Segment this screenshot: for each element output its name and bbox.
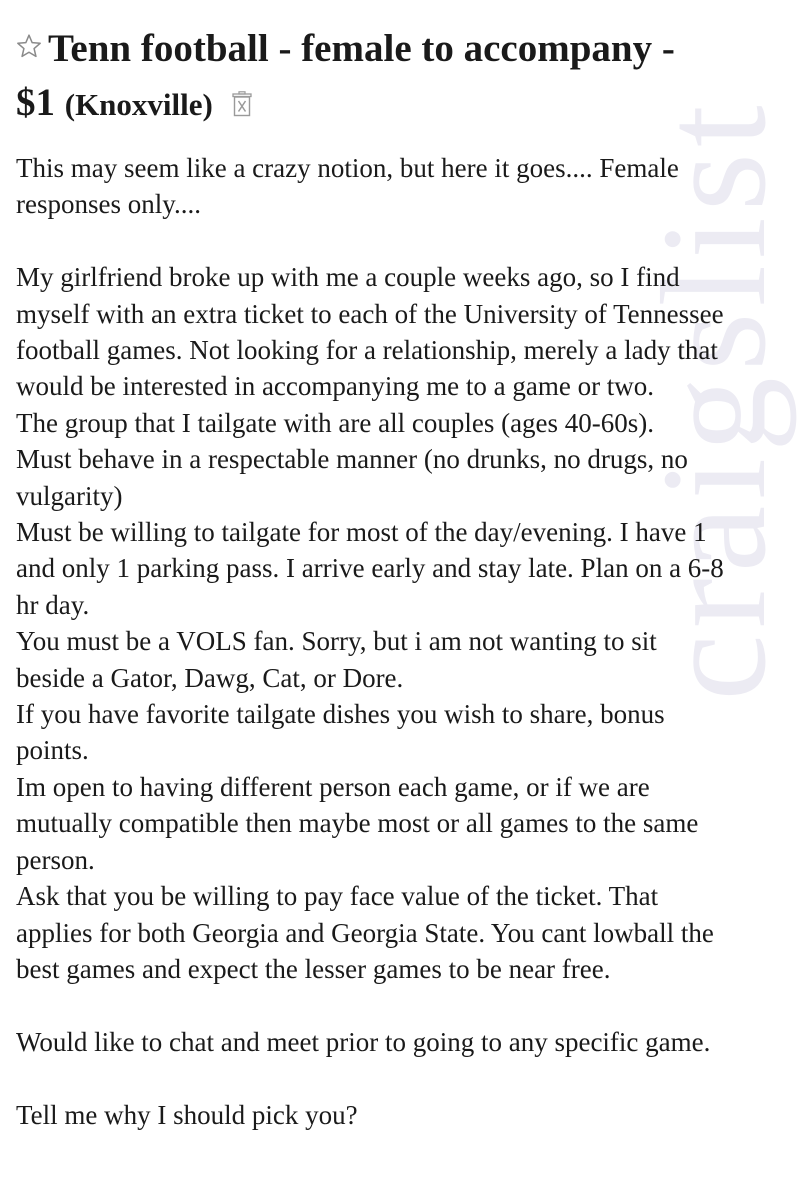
body-line: My girlfriend broke up with me a couple weeks ago, so I find myself with an extra ticket to each of the University of Tennessee football games. Not looking for a relationship, merely a lady that would be interested in accompanying me to a game or two. bbox=[16, 262, 724, 402]
paragraph-gap bbox=[16, 1060, 728, 1096]
body-line: If you have favorite tailgate dishes you wish to share, bonus points. bbox=[16, 699, 665, 766]
paragraph-gap bbox=[16, 223, 728, 259]
body-line: Ask that you be willing to pay face value of the ticket. That applies for both Georgia and Georgia State. You cant lowball the best games and expect the lesser games to be near free. bbox=[16, 881, 714, 984]
craigslist-watermark: craigslist bbox=[631, 99, 797, 701]
posting-body bbox=[16, 150, 728, 1133]
body-line: Must behave in a respectable manner (no drunks, no drugs, no vulgarity) bbox=[16, 444, 688, 511]
body-line: Must be willing to tailgate for most of the day/evening. I have 1 and only 1 parking pass. I arrive early and stay late. Plan on a 6-8 hr day. bbox=[16, 517, 724, 620]
body-line: You must be a VOLS fan. Sorry, but i am not wanting to sit beside a Gator, Dawg, Cat, or Dore. bbox=[16, 626, 657, 693]
posting-location: (Knoxville) bbox=[64, 87, 213, 122]
body-paragraph: Tell me why I should pick you? bbox=[16, 1099, 358, 1130]
body-paragraph: Would like to chat and meet prior to going to any specific game. bbox=[16, 1026, 711, 1057]
posting-title bbox=[16, 20, 728, 132]
posting-title-text: Tenn football - female to accompany - bbox=[48, 27, 675, 70]
body-paragraph: This may seem like a crazy notion, but here it goes.... Female responses only.... bbox=[16, 153, 679, 220]
paragraph-gap bbox=[16, 987, 728, 1023]
body-line: Im open to having different person each game, or if we are mutually compatible then maybe most or all games to the same person. bbox=[16, 771, 699, 875]
posting-price: $1 bbox=[16, 81, 55, 124]
star-outline-icon[interactable] bbox=[16, 20, 42, 74]
trash-hide-icon[interactable] bbox=[231, 78, 253, 132]
body-line: The group that I tailgate with are all couples (ages 40-60s). bbox=[16, 407, 655, 438]
